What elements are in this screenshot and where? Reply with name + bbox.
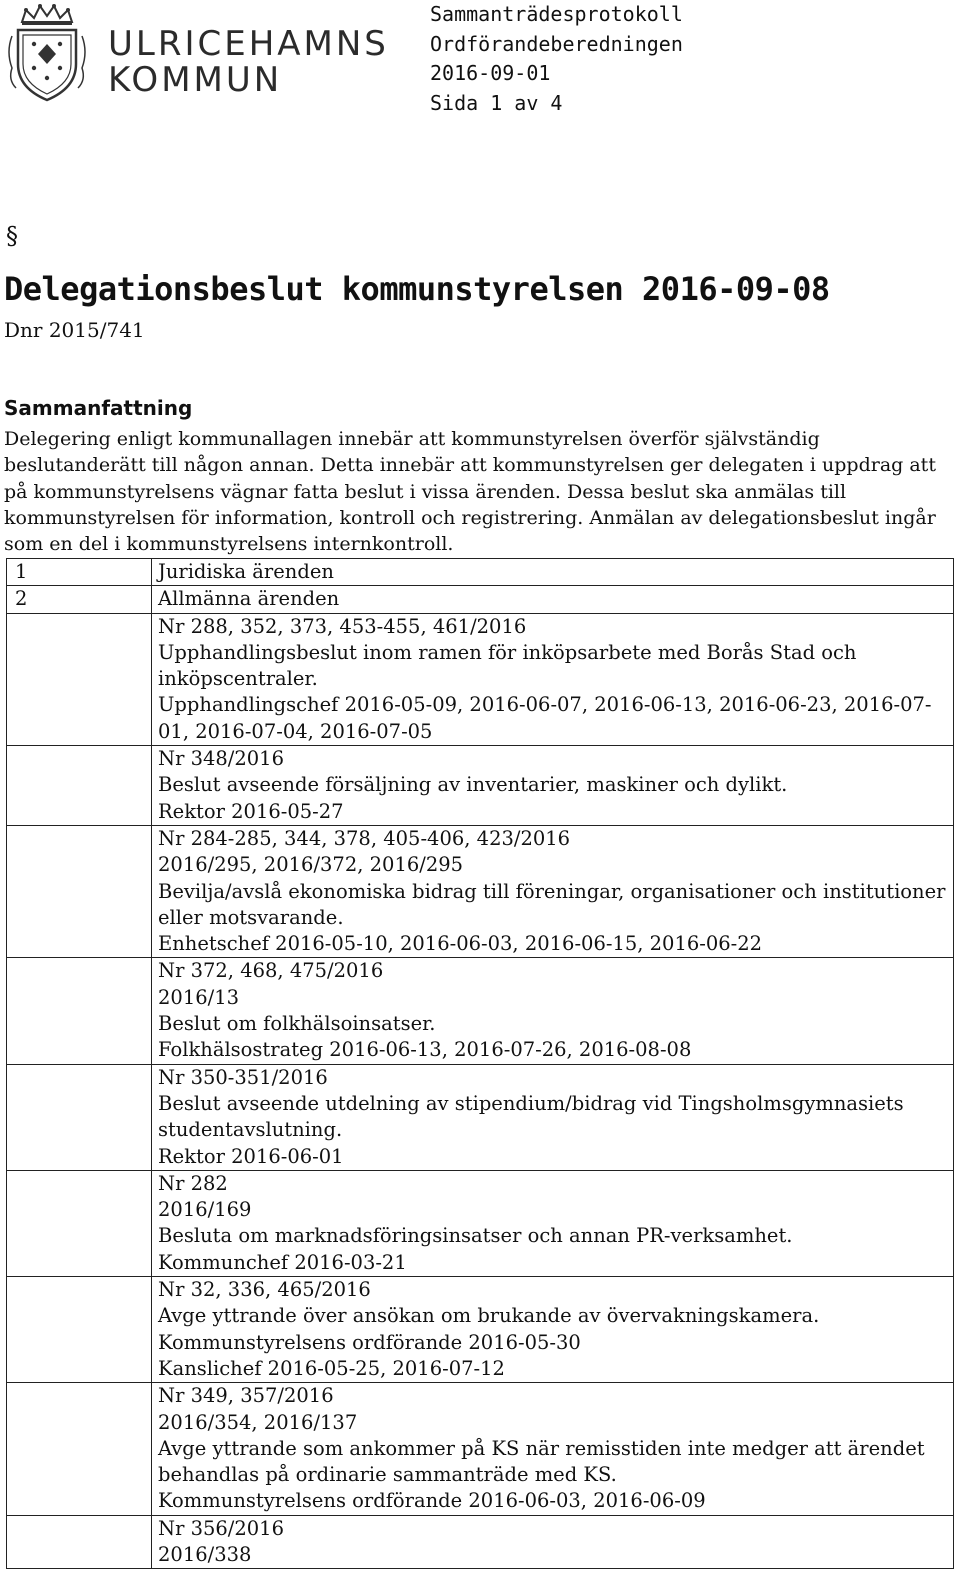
entry-text-cell: [152, 613, 954, 745]
section-sign: §: [6, 222, 18, 250]
entry-number-cell: [7, 1064, 152, 1170]
entry-number-cell: [7, 1170, 152, 1276]
entry-line: 2016/13: [158, 985, 240, 1009]
entry-line: Beslut avseende försäljning av inventarier, maskiner och dylikt.: [158, 773, 788, 797]
entry-line: 2016/354, 2016/137: [158, 1410, 358, 1434]
entry-line: Nr 32, 336, 465/2016: [158, 1278, 371, 1302]
summary-heading: Sammanfattning: [4, 396, 193, 420]
table-row: [7, 1277, 954, 1383]
document-title: Delegationsbeslut kommunstyrelsen 2016-09-08: [4, 270, 830, 308]
page-number: Sida 1 av 4: [430, 90, 563, 115]
entry-text-cell: [152, 1515, 954, 1569]
entry-line: Bevilja/avslå ekonomiska bidrag till föreningar, organisationer och institutioner eller motsvarande.: [158, 879, 946, 929]
municipality-logo: [4, 2, 389, 102]
meeting-date: 2016-09-01: [430, 61, 551, 85]
entry-line: Folkhälsostrateg 2016-06-13, 2016-07-26, 2016-08-08: [158, 1038, 692, 1062]
entry-number-cell: [7, 746, 152, 826]
entry-line: Kommunchef 2016-03-21: [158, 1250, 407, 1274]
entry-number-cell: [7, 1277, 152, 1383]
entry-line: Enhetschef 2016-05-10, 2016-06-03, 2016-06-15, 2016-06-22: [158, 932, 763, 956]
protocol-type: Sammanträdesprotokoll: [430, 2, 683, 26]
entry-text-cell: [152, 746, 954, 826]
entry-line: Nr 350-351/2016: [158, 1065, 328, 1089]
table-row: [7, 746, 954, 826]
entry-number-cell: [7, 613, 152, 745]
entry-line: Kommunstyrelsens ordförande 2016-06-03, 2016-06-09: [158, 1489, 706, 1513]
entry-line: Nr 282: [158, 1171, 228, 1195]
logo-line-1: ULRICEHAMNS: [108, 24, 389, 64]
logo-wordmark: [108, 26, 389, 98]
entry-line: Kommunstyrelsens ordförande 2016-05-30: [158, 1330, 581, 1354]
entry-line: Nr 284-285, 344, 378, 405-406, 423/2016: [158, 826, 571, 850]
entry-number-cell: [7, 958, 152, 1064]
entry-number-cell: [7, 1515, 152, 1569]
logo-line-2: KOMMUN: [108, 60, 283, 100]
committee-name: Ordförandeberedningen: [430, 31, 683, 56]
delegation-table: [6, 558, 954, 1569]
table-row: [7, 1064, 954, 1170]
entry-line: Upphandlingsbeslut inom ramen för inköpsarbete med Borås Stad och inköpscentraler.: [158, 640, 857, 691]
entry-line: 2016/295, 2016/372, 2016/295: [158, 853, 464, 877]
entry-text-cell: [152, 825, 954, 957]
table-row: [7, 1515, 954, 1569]
entry-line: Rektor 2016-06-01: [158, 1144, 344, 1168]
entry-line: Upphandlingschef 2016-05-09, 2016-06-07, 2016-06-13, 2016-06-23, 2016-07-01, 2016-07-04, 2016-07-05: [158, 693, 932, 743]
table-row: [7, 1383, 954, 1515]
entry-line: Avge yttrande över ansökan om brukande av övervakningskamera.: [158, 1304, 820, 1328]
entry-text-cell: [152, 1277, 954, 1383]
summary-text: Delegering enligt kommunallagen innebär att kommunstyrelsen överför självständig beslutanderätt till någon annan. Detta innebär att kommunstyrelsen ger delegaten i uppdrag att på kommunstyrelsens vägnar fatta beslut i vissa ärenden. Dessa beslut ska anmälas till kommunstyrelsen för information, kontroll och registrering. Anmälan av delegationsbeslut ingår som en del i kommunstyrelsens internkontroll.: [4, 428, 936, 556]
table-row: [7, 559, 954, 586]
entry-number-cell: [7, 825, 152, 957]
category-label: Juridiska ärenden: [152, 559, 954, 586]
category-number: 2: [7, 586, 152, 613]
table-row: [7, 825, 954, 957]
entry-line: Nr 348/2016: [158, 747, 284, 771]
entry-line: Kanslichef 2016-05-25, 2016-07-12: [158, 1356, 505, 1380]
entry-line: Nr 288, 352, 373, 453-455, 461/2016: [158, 614, 527, 638]
table-row: [7, 958, 954, 1064]
entry-line: Beslut om folkhälsoinsatser.: [158, 1012, 436, 1036]
entry-text-cell: [152, 958, 954, 1064]
protocol-header-meta: [430, 0, 683, 118]
table-row: [7, 1170, 954, 1276]
entry-line: Nr 372, 468, 475/2016: [158, 959, 384, 983]
entry-text-cell: [152, 1383, 954, 1515]
entry-line: Rektor 2016-05-27: [158, 799, 344, 823]
entry-line: Nr 356/2016: [158, 1516, 284, 1540]
entry-text-cell: [152, 1170, 954, 1276]
entry-line: Besluta om marknadsföringsinsatser och annan PR-verksamhet.: [158, 1224, 793, 1248]
entry-number-cell: [7, 1383, 152, 1515]
category-number: 1: [7, 559, 152, 586]
entry-line: 2016/169: [158, 1198, 252, 1222]
coat-of-arms-icon: [4, 2, 90, 102]
entry-line: Nr 349, 357/2016: [158, 1384, 334, 1408]
entry-line: Avge yttrande som ankommer på KS när remisstiden inte medger att ärendet behandlas på ordinarie sammanträde med KS.: [158, 1436, 925, 1487]
table-row: [7, 613, 954, 745]
entry-text-cell: [152, 1064, 954, 1170]
table-row: [7, 586, 954, 613]
entry-line: 2016/338: [158, 1542, 252, 1566]
entry-line: Beslut avseende utdelning av stipendium/bidrag vid Tingsholmsgymnasiets studentavslutning.: [158, 1091, 904, 1142]
diary-number: Dnr 2015/741: [4, 318, 145, 342]
category-label: Allmänna ärenden: [152, 586, 954, 613]
